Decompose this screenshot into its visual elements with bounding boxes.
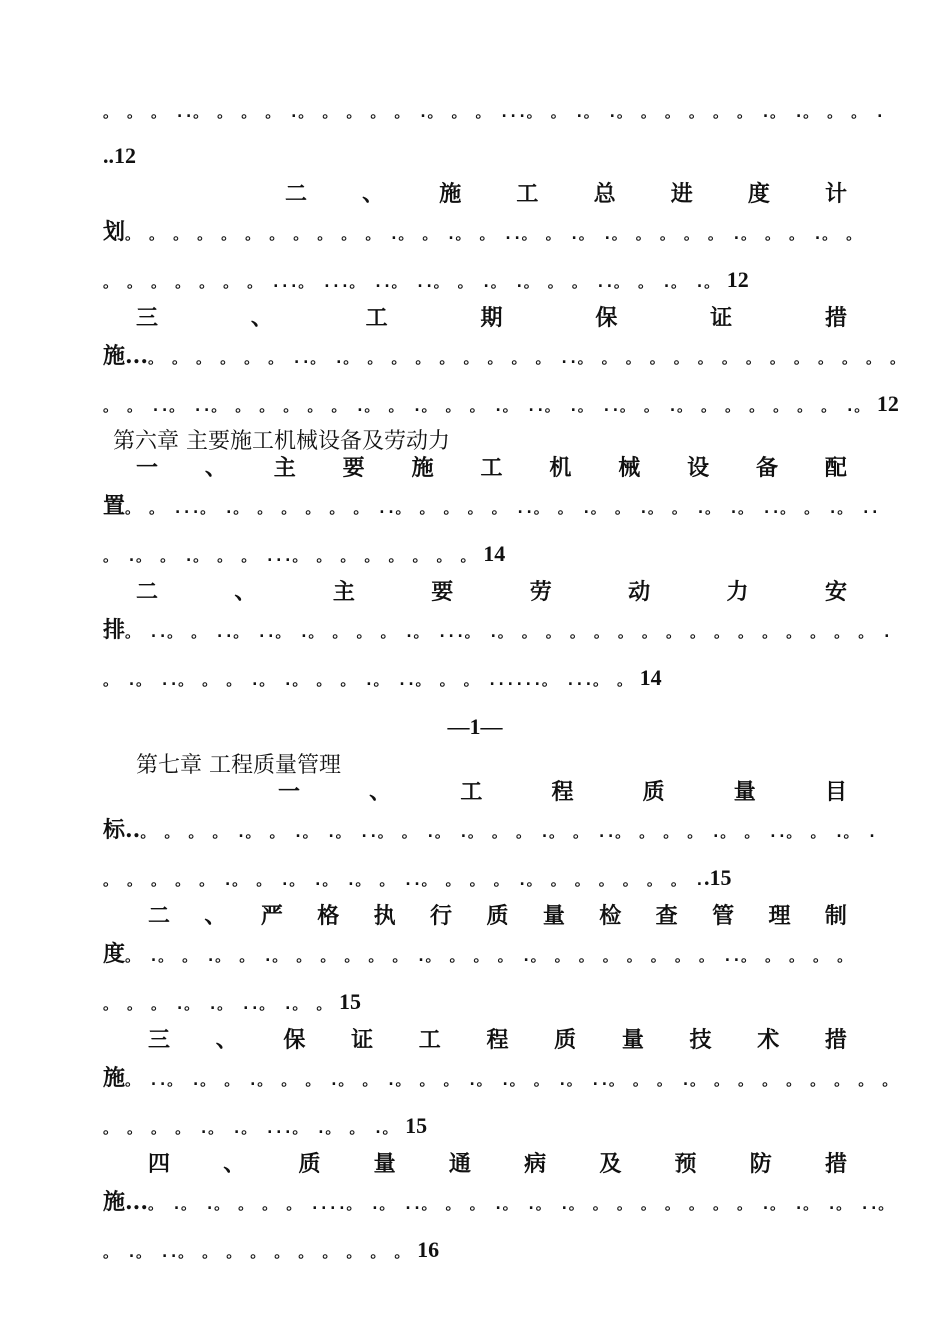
title-char: 进 <box>670 181 693 207</box>
title-char: 期 <box>480 305 503 331</box>
title-char: 术 <box>757 1027 780 1053</box>
toc-entry-continuation <box>103 1064 898 1094</box>
title-char: 工 <box>480 455 503 481</box>
toc-page-number: 14 <box>639 665 662 690</box>
title-char: 措 <box>824 305 847 331</box>
title-char: 格 <box>317 903 340 929</box>
title-char: 二 <box>136 579 159 605</box>
title-char: 查 <box>655 903 678 929</box>
title-char: 及 <box>599 1151 622 1177</box>
title-char: 质 <box>554 1027 577 1053</box>
title-char: 备 <box>756 455 779 481</box>
toc-entry-leader-line <box>103 540 847 570</box>
dot-leader: 。 。 。 。 .。 .。 ...。 .。 。 .。 <box>103 1119 398 1137</box>
title-char: 、 <box>362 181 385 207</box>
title-char: 三 <box>148 1027 171 1053</box>
title-char: 工 <box>365 305 388 331</box>
toc-page-number: .15 <box>703 865 732 890</box>
title-tail: 排 <box>103 617 126 643</box>
title-char: 、 <box>369 779 392 805</box>
title-tail: 施 <box>103 1065 126 1091</box>
dot-leader: 。 .。 ..。 。 。 。 。 。 。 。 。 。 <box>103 1243 410 1261</box>
title-tail: 置 <box>103 493 126 519</box>
toc-entry-leader-line <box>103 1236 847 1266</box>
title-char: 计 <box>824 181 847 207</box>
title-char: 执 <box>373 903 396 929</box>
toc-entry-title[interactable] <box>136 304 847 332</box>
toc-page-number: 15 <box>405 1113 428 1138</box>
title-char: 一 <box>278 779 301 805</box>
title-char: 动 <box>628 579 651 605</box>
toc-entry-title[interactable] <box>136 578 847 606</box>
toc-entry-leader-line <box>103 864 847 894</box>
title-char: 劳 <box>529 579 552 605</box>
title-char: 预 <box>674 1151 697 1177</box>
title-char: 一 <box>136 455 159 481</box>
dot-leader: 。 。 。 .。 .。 ..。 .。 。 <box>103 995 332 1013</box>
title-char: 、 <box>234 579 257 605</box>
title-char: 要 <box>342 455 365 481</box>
title-tail: 标.. <box>103 817 141 843</box>
page-number-marker: —1— <box>447 714 503 739</box>
title-char: 四 <box>148 1151 171 1177</box>
dot-leader: 。 。 。 。 .。 。 .。 .。 ..。 。 .。 .。 。 。 .。 。 ..。 。 。 。 .。 。 ..。 。 .。 . <box>140 823 877 841</box>
toc-entry-continuation <box>103 816 877 846</box>
title-tail: 施... <box>103 1189 148 1215</box>
title-char: 质 <box>298 1151 321 1177</box>
dot-leader: 。 ..。 .。 。 .。 。 。 .。 。 .。 。 。 .。 .。 。 .。 ..。 。 。 .。 。 。 。 。 。 。 。 。 <box>125 1071 898 1089</box>
toc-entry-leader-line <box>103 390 899 420</box>
title-char: 二 <box>285 181 308 207</box>
title-char: 施 <box>439 181 462 207</box>
dot-leader: 。 ..。 。 ..。 ..。 .。 。 。 。 .。 ...。 .。 。 。 。 。 。 。 。 。 。 。 。 。 。 。 。 . <box>125 623 892 641</box>
dot-leader: 。 。 。 ..。 。 。 。 .。 。 。 。 。 .。 。 。 ...。 。 .。 .。 。 。 。 。 。 .。 .。 。 。 . <box>103 103 885 121</box>
title-char: 措 <box>824 1027 847 1053</box>
title-char: 工 <box>418 1027 441 1053</box>
title-char: 通 <box>448 1151 471 1177</box>
toc-page-number: 12 <box>726 267 749 292</box>
toc-entry-title[interactable] <box>148 1026 847 1054</box>
toc-entry-leader-line <box>103 664 847 694</box>
dot-leader: 。 .。 ..。 。 。 .。 .。 。 。 .。 ..。 。 。 ......。 ...。 。 <box>103 671 632 689</box>
title-char: 、 <box>204 903 227 929</box>
title-char: 安 <box>824 579 847 605</box>
title-char: 目 <box>824 779 847 805</box>
title-char: 量 <box>542 903 565 929</box>
toc-entry-leader-line <box>103 1112 847 1142</box>
dot-leader: 。 .。 。 .。 。 .。 。 。 。 。 。 .。 。 。 。 .。 。 。 。 。 。 。 。 ..。 。 。 。 。 <box>125 947 853 965</box>
toc-page-number: 15 <box>339 989 362 1014</box>
title-tail: 度 <box>103 941 126 967</box>
title-char: 、 <box>223 1151 246 1177</box>
title-char: 技 <box>689 1027 712 1053</box>
toc-entry-continuation <box>103 940 853 970</box>
toc-dot-leader <box>103 96 885 126</box>
title-char: 三 <box>136 305 159 331</box>
title-char: 、 <box>204 455 227 481</box>
toc-page-number: 16 <box>417 1237 440 1262</box>
title-char: 总 <box>593 181 616 207</box>
toc-entry-continuation <box>103 342 906 372</box>
toc-page-number: 14 <box>483 541 506 566</box>
title-char: 、 <box>215 1027 238 1053</box>
chapter-heading[interactable]: 第七章 工程质量管理 <box>136 753 341 778</box>
toc-entry-title[interactable] <box>148 902 847 930</box>
toc-entry-title[interactable] <box>285 180 847 208</box>
toc-entry-title[interactable] <box>278 778 847 806</box>
title-char: 行 <box>430 903 453 929</box>
title-char: 械 <box>618 455 641 481</box>
title-tail: 施... <box>103 343 148 369</box>
title-char: 要 <box>431 579 454 605</box>
dot-leader: 。 。 ..。 ..。 。 。 。 。 。 .。 。 .。 。 。 .。 ..。 .。 ..。 。 .。 。 。 。 。 。 。 .。 <box>103 397 870 415</box>
title-char: 保 <box>595 305 618 331</box>
dot-leader: 。 。 。 。 。 。 。 。 。 。 。 .。 。 .。 。 ..。 。 .。 .。 。 。 。 。 .。 。 。 .。 。 <box>125 225 862 243</box>
title-char: 量 <box>373 1151 396 1177</box>
title-char: 病 <box>524 1151 547 1177</box>
title-char: 管 <box>712 903 735 929</box>
title-char: 二 <box>148 903 171 929</box>
title-char: 质 <box>486 903 509 929</box>
title-char: 严 <box>260 903 283 929</box>
title-char: 制 <box>824 903 847 929</box>
title-char: 措 <box>824 1151 847 1177</box>
title-char: 证 <box>710 305 733 331</box>
toc-entry-continuation <box>103 492 880 522</box>
toc-page-number-line <box>103 142 847 170</box>
toc-page-number: 12 <box>876 391 899 416</box>
title-char: 程 <box>551 779 574 805</box>
toc-page-number: ..12 <box>103 143 136 168</box>
title-char: 度 <box>747 181 770 207</box>
chapter-heading[interactable]: 第六章 主要施工机械设备及劳动力 <box>113 429 450 454</box>
toc-entry-continuation <box>103 616 892 646</box>
dot-leader: 。 .。 .。 。 。 。 ....。 .。 ..。 。 。 .。 .。 .。 。 。 。 。 。 。 。 .。 .。 .。 ..。 <box>147 1195 894 1213</box>
title-char: 程 <box>486 1027 509 1053</box>
title-char: 量 <box>621 1027 644 1053</box>
title-char: 工 <box>516 181 539 207</box>
toc-entry-title[interactable] <box>148 1150 847 1178</box>
title-char: 防 <box>749 1151 772 1177</box>
title-char: 保 <box>283 1027 306 1053</box>
title-char: 量 <box>733 779 756 805</box>
dot-leader: 。 。 ...。 .。 。 。 。 。 。 ..。 。 。 。 。 ..。 。 .。 。 .。 。 .。 .。 ..。 。 .。 .. <box>125 499 880 517</box>
title-char: 施 <box>411 455 434 481</box>
title-char: 理 <box>768 903 791 929</box>
toc-entry-leader-line <box>103 988 847 1018</box>
title-char: 主 <box>332 579 355 605</box>
toc-entry-continuation <box>103 218 862 248</box>
dot-leader: 。 。 。 。 。 。 。 ...。 ...。 ..。 ..。 。 .。 .。 。 。 ..。 。 .。 .。 <box>103 273 720 291</box>
title-char: 力 <box>726 579 749 605</box>
title-tail: 划 <box>103 219 126 245</box>
title-char: 、 <box>250 305 273 331</box>
dot-leader: 。 。 。 。 。 .。 。 .。 .。 .。 。 ..。 。 。 。 .。 。 。 。 。 。 。 . <box>103 871 704 889</box>
title-char: 配 <box>824 455 847 481</box>
dot-leader: 。 .。 。 .。 。 。 ...。 。 。 。 。 。 。 。 <box>103 547 476 565</box>
title-char: 工 <box>460 779 483 805</box>
toc-entry-leader-line <box>103 266 847 296</box>
toc-entry-title[interactable] <box>136 454 847 482</box>
title-char: 质 <box>642 779 665 805</box>
title-char: 设 <box>687 455 710 481</box>
title-char: 主 <box>273 455 296 481</box>
title-char: 证 <box>351 1027 374 1053</box>
toc-entry-continuation <box>103 1188 894 1218</box>
dot-leader: 。 。 。 。 。 。 ..。 .。 。 。 。 。 。 。 。 。 ..。 。 。 。 。 。 。 。 。 。 。 。 。 。 <box>147 349 906 367</box>
title-char: 机 <box>549 455 572 481</box>
title-char: 检 <box>599 903 622 929</box>
